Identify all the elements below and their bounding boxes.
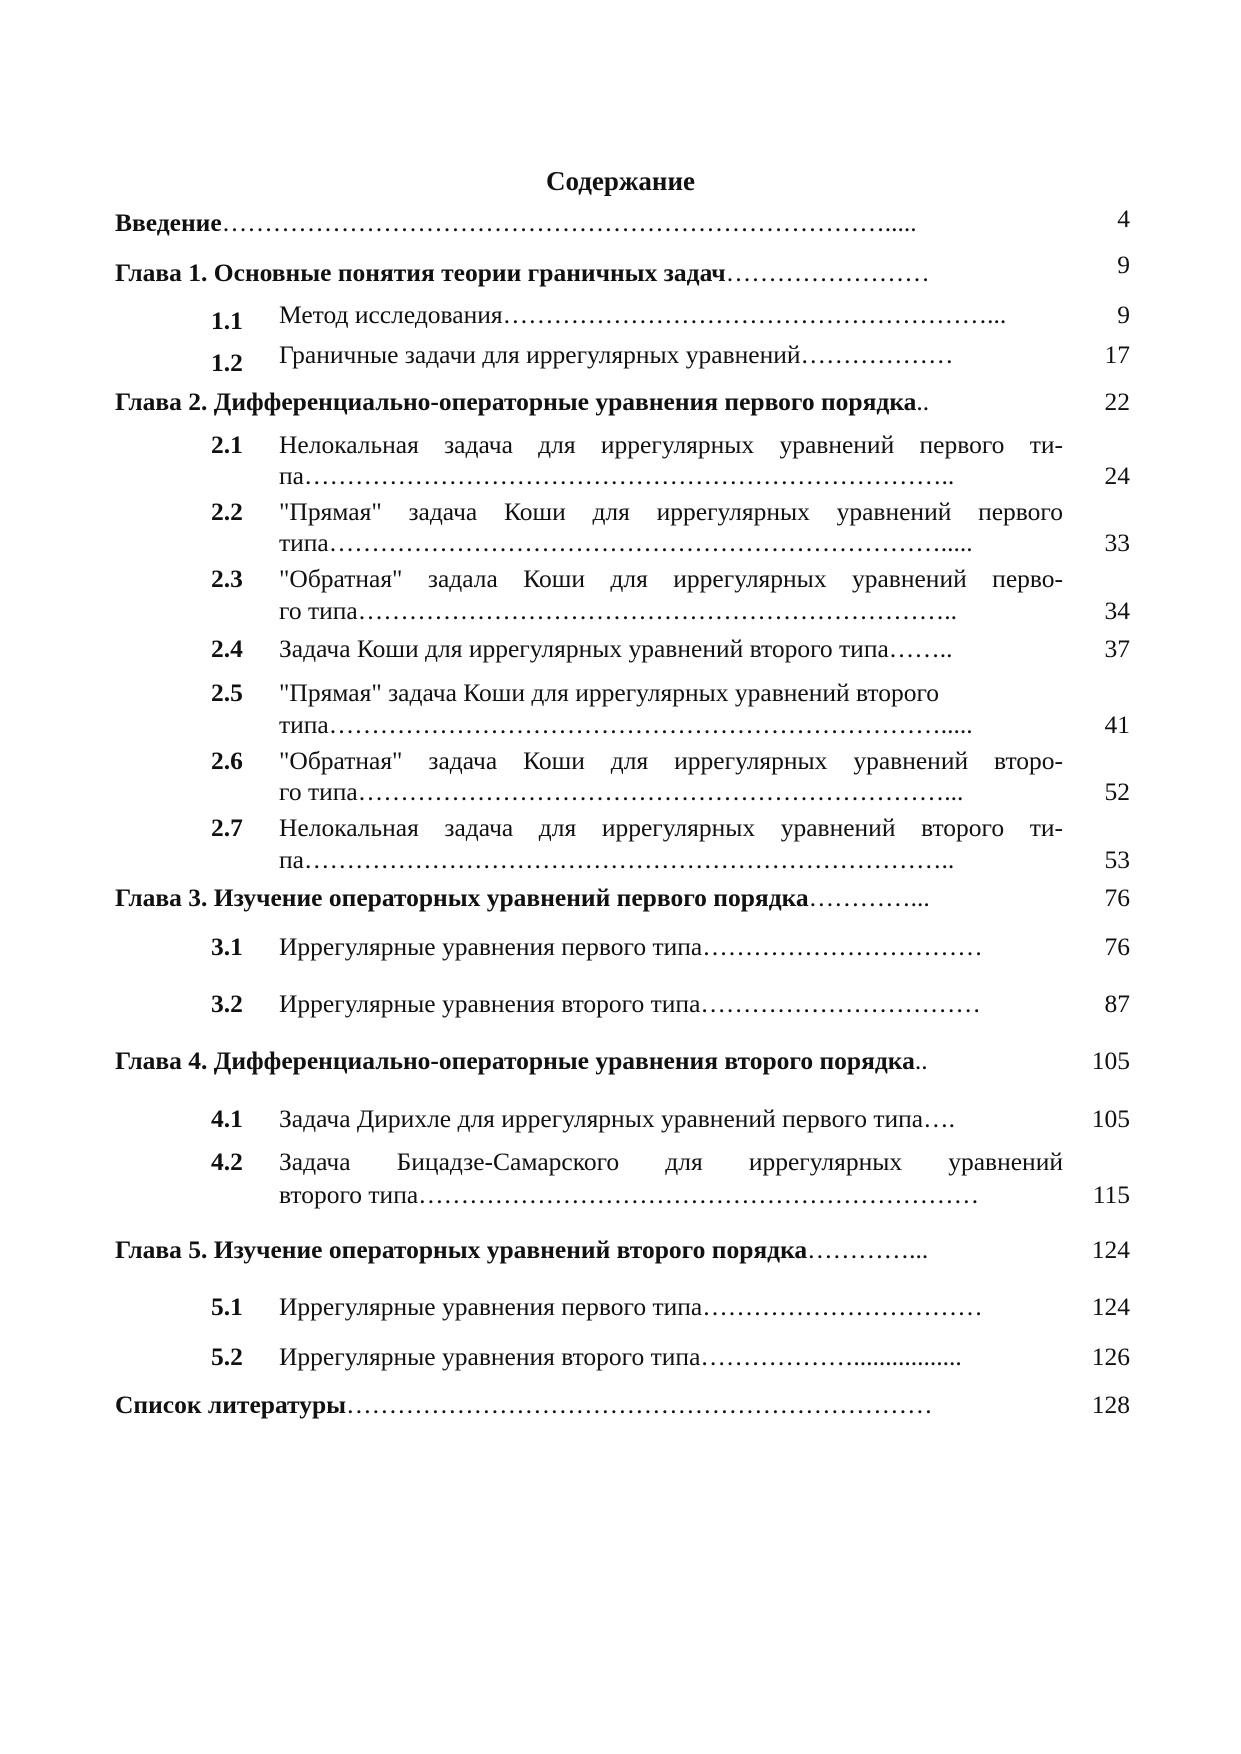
toc-leader: …………………………………………………………….. [357,596,957,625]
toc-entry-intro[interactable] [115,208,917,238]
toc-page-number: 37 [1104,634,1130,663]
toc-leader: …………………………… [700,989,981,1018]
toc-label: Глава 4. Дифференциально-операторные уравнения второго порядка [115,1046,915,1075]
toc-leader: …………... [808,883,930,912]
toc-leader: .. [914,1046,928,1075]
section-number: 2.2 [211,497,243,526]
toc-leader: …………………………………………………... [502,300,1007,329]
toc-leader: ………………………………………………………………….. [303,461,955,490]
toc-entry-continuation [279,845,954,875]
toc-entry-section-2-6[interactable]: "Обратная" задача Коши для иррегулярных уравнений второ- [279,746,1063,775]
toc-page-number: 4 [1117,204,1130,233]
toc-label: Глава 2. Дифференциально-операторные уравнения первого порядка [115,387,917,416]
toc-page-number: 76 [1104,932,1130,961]
toc-page-number: 24 [1104,461,1130,490]
toc-page-number: 128 [1091,1390,1130,1419]
toc-page-number: 76 [1104,883,1130,912]
toc-entry-chapter-4[interactable] [115,1046,928,1076]
toc-label: Иррегулярные уравнения первого типа [279,932,703,961]
toc-leader: …………... [807,1235,929,1264]
toc-label: типа [279,528,329,557]
toc-leader: .. [916,387,930,416]
toc-page-number: 124 [1091,1235,1130,1264]
toc-entry-continuation [279,461,954,491]
toc-label: го типа [279,596,358,625]
toc-page-number: 33 [1104,528,1130,557]
section-number: 2.3 [211,564,243,593]
toc-label: па [279,845,304,874]
toc-label: Задача Коши для иррегулярных уравнений второго типа [279,634,889,663]
toc-label: Иррегулярные уравнения второго типа [279,989,701,1018]
toc-label: Метод исследования [279,300,503,329]
toc-entry-section-1-2[interactable] [279,340,954,370]
section-number: 1.2 [211,348,243,377]
toc-leader: ………………………………………………………… [418,1180,980,1209]
toc-entry-chapter-2[interactable] [115,387,929,417]
toc-leader: ………………………………………………………………..... [328,710,973,739]
toc-label: го типа [279,777,358,806]
toc-label: Глава 1. Основные понятия теории граничных задач [115,258,726,287]
toc-page-number: 126 [1091,1342,1130,1371]
toc-leader: …………………………… [702,932,983,961]
toc-page-number: 105 [1091,1104,1130,1133]
toc-leader: ……………… [800,340,954,369]
section-number: 1.1 [211,306,243,335]
toc-entry-section-2-2[interactable]: "Прямая" задача Коши для иррегулярных уравнений первого [279,497,1063,526]
toc-entry-section-2-5[interactable]: "Прямая" задача Коши для иррегулярных уравнений второго [279,678,940,707]
toc-page-number: 17 [1104,340,1130,369]
toc-entry-section-1-1[interactable] [279,300,1006,330]
toc-label: типа [279,710,329,739]
toc-page-number: 115 [1092,1180,1130,1209]
toc-entry-section-5-1[interactable] [279,1292,983,1322]
toc-label: Глава 3. Изучение операторных уравнений первого порядка [115,883,809,912]
toc-label: второго типа [279,1180,419,1209]
toc-entry-section-2-1[interactable]: Нелокальная задача для иррегулярных уравнений первого ти- [279,430,1063,459]
toc-label: Глава 5. Изучение операторных уравнений второго порядка [115,1235,808,1264]
toc-leader: …………………………… [702,1292,983,1321]
toc-entry-continuation [279,710,973,740]
toc-entry-references[interactable] [115,1390,933,1420]
toc-page-number: 52 [1104,777,1130,806]
toc-page-number: 124 [1091,1292,1130,1321]
toc-label: Введение [115,208,222,237]
section-number: 4.2 [211,1147,243,1176]
toc-page-number: 41 [1104,710,1130,739]
toc-leader: …….. [888,634,953,663]
toc-label: Иррегулярные уравнения первого типа [279,1292,703,1321]
toc-leader: ……………………………………………………………………..... [221,208,917,237]
toc-page-number: 22 [1104,387,1130,416]
toc-label: Граничные задачи для иррегулярных уравнений [279,340,801,369]
section-number: 2.5 [211,678,243,707]
toc-leader: ………………………………………………………………….. [303,845,955,874]
section-number: 4.1 [211,1104,243,1133]
toc-page-number: 53 [1104,845,1130,874]
section-number: 3.2 [211,989,243,1018]
toc-page-number: 87 [1104,989,1130,1018]
toc-entry-continuation [279,1180,979,1210]
toc-entry-section-2-7[interactable]: Нелокальная задача для иррегулярных уравнений второго ти- [279,813,1063,842]
toc-page-number: 105 [1091,1046,1130,1075]
toc-leader: …………………………………………………………… [346,1390,933,1419]
toc-entry-chapter-1[interactable] [115,258,930,288]
toc-entry-continuation [279,777,963,807]
toc-entry-section-5-2[interactable] [279,1342,962,1372]
section-number: 2.4 [211,634,243,663]
toc-entry-section-3-2[interactable] [279,989,981,1019]
toc-entry-chapter-5[interactable] [115,1235,928,1265]
toc-leader: ………………………………………………………………..... [328,528,973,557]
toc-leader: ………………................. [700,1342,962,1371]
toc-leader: ……………………………………………………………... [357,777,964,806]
toc-entry-section-3-1[interactable] [279,932,983,962]
toc-page-number: 9 [1117,300,1130,329]
section-number: 2.7 [211,813,243,842]
section-number: 2.1 [211,430,243,459]
page-title: Содержание [545,166,696,196]
toc-entry-continuation [279,596,957,626]
toc-label: Иррегулярные уравнения второго типа [279,1342,701,1371]
toc-entry-continuation [279,528,973,558]
toc-leader: …. [923,1104,955,1133]
toc-label: Задача Дирихле для иррегулярных уравнений первого типа [279,1104,924,1133]
section-number: 3.1 [211,932,243,961]
section-number: 5.1 [211,1292,243,1321]
toc-leader: …………………… [725,258,930,287]
toc-page-number: 34 [1104,596,1130,625]
toc-entry-section-4-1[interactable] [279,1104,955,1134]
toc-label: Список литературы [115,1390,347,1419]
toc-entry-section-2-4[interactable] [279,634,953,664]
section-number: 2.6 [211,746,243,775]
toc-entry-section-2-3[interactable]: "Обратная" задала Коши для иррегулярных уравнений перво- [279,564,1063,593]
toc-label: па [279,461,304,490]
section-number: 5.2 [211,1342,243,1371]
toc-entry-section-4-2[interactable]: Задача Бицадзе-Самарского для иррегулярных уравнений [279,1147,1063,1176]
toc-page-number: 9 [1117,250,1130,279]
toc-entry-chapter-3[interactable] [115,883,930,913]
